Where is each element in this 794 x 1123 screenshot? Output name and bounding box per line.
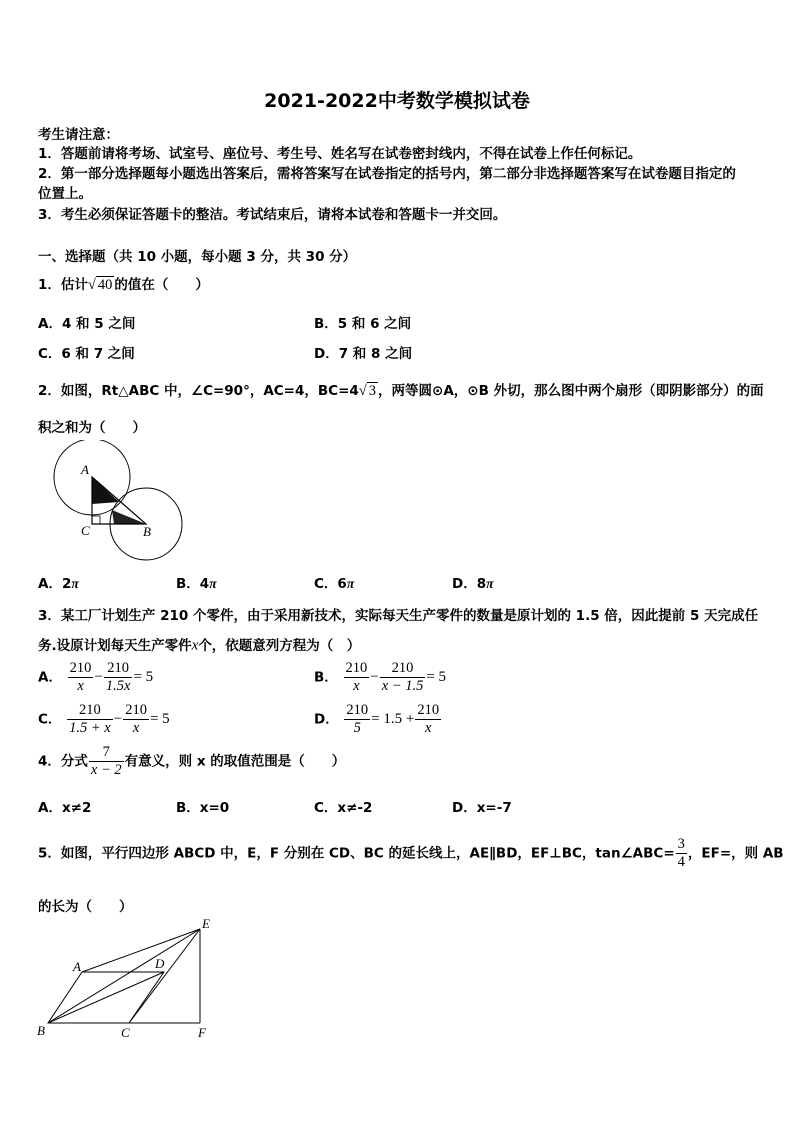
numerator: 210 [69, 660, 92, 676]
q1-option-b: B．5 和 6 之间 [314, 316, 412, 332]
q1-prefix: 1．估计 [38, 277, 88, 293]
option-label: A． [38, 669, 62, 686]
q2-option-c-text: C．6 [314, 576, 347, 592]
q3-line1: 3．某工厂计划生产 210 个零件，由于采用新技术，实际每天生产零件的数量是原计划的 1.5 倍，因此提前 5 天完成任 [38, 608, 759, 624]
q1-option-a: A．4 和 5 之间 [38, 316, 136, 332]
q5-prefix: 5．如图，平行四边形 ABCD 中，E，F 分别在 CD、BC 的延长线上，AE∥BD，EF⊥BC，tan∠ABC= [38, 845, 675, 862]
q2-option-a [38, 572, 79, 592]
equals-value: = 5 [133, 669, 154, 685]
fraction [68, 660, 94, 695]
q2-option-c [314, 572, 354, 592]
q5-suffix: ，EF=，则 AB [687, 845, 784, 862]
equals-value: = 5 [149, 711, 170, 727]
label-a: A [81, 462, 89, 477]
denominator: x [425, 720, 432, 736]
q3-variable: x [191, 637, 199, 654]
fraction [89, 744, 124, 779]
q3-option-a [38, 660, 153, 695]
label-b: B [143, 524, 151, 539]
q5-figure [32, 914, 222, 1044]
option-label: D． [314, 711, 339, 728]
equals-expression: = 1.5 + [371, 711, 415, 727]
notice-heading: 考生请注意： [38, 127, 119, 143]
fraction [123, 702, 149, 737]
fraction [380, 660, 426, 695]
fraction [676, 836, 687, 871]
q2-radicand: 3 [368, 383, 377, 399]
q3-line2 [38, 634, 360, 655]
question-1 [38, 273, 209, 294]
question-5 [38, 836, 784, 871]
denominator: x [353, 678, 360, 694]
option-label: C． [38, 711, 62, 728]
segment-be [48, 929, 200, 1023]
label-e: E [202, 916, 210, 931]
numerator: 210 [104, 660, 133, 678]
denominator: x [132, 720, 140, 736]
q1-suffix: 的值在（ ） [114, 277, 209, 293]
sqrt-expression: √ 3 [358, 383, 377, 399]
fraction [415, 702, 441, 737]
question-2 [38, 379, 764, 400]
minus-sign: − [94, 669, 103, 685]
denominator: 1.5x [105, 678, 131, 694]
q2-option-d-text: D．8 [452, 576, 487, 592]
numerator: 210 [346, 702, 369, 718]
denominator: x [77, 678, 84, 694]
page-title: 2021-2022中考数学模拟试卷 [264, 90, 530, 112]
notice-item-2: 2．第一部分选择题每小题选出答案后，需将答案写在试卷指定的括号内，第二部分非选择题答案写在试卷题目指定的 [38, 166, 736, 182]
label-d: D [155, 956, 165, 971]
label-c: C [121, 1025, 130, 1040]
q5-line2: 的长为（ ） [38, 899, 133, 915]
q2-line2: 积之和为（ ） [38, 420, 146, 436]
segment-ce [129, 929, 200, 1023]
fraction [67, 702, 113, 737]
numerator: 7 [89, 744, 124, 762]
q2-figure [44, 440, 189, 565]
denominator: 4 [677, 854, 685, 870]
q1-option-d: D．7 和 8 之间 [314, 346, 413, 362]
fraction [104, 660, 133, 695]
sqrt-expression: √ 40 [87, 277, 113, 293]
q2-option-b [176, 572, 217, 592]
numerator: 3 [677, 836, 685, 852]
numerator: 210 [345, 660, 368, 676]
numerator: 210 [67, 702, 113, 720]
minus-sign: − [113, 711, 123, 727]
right-angle-mark [92, 516, 100, 524]
q4-option-d: D．x=-7 [452, 800, 512, 816]
q3-option-b [314, 660, 446, 695]
q4-suffix: 有意义，则 x 的取值范围是（ ） [124, 753, 346, 770]
numerator: 210 [417, 702, 440, 718]
numerator: 210 [125, 702, 147, 718]
question-4 [38, 744, 345, 779]
option-label: B． [314, 669, 338, 686]
pi-symbol: π [486, 576, 494, 591]
q2-option-a-text: A．2 [38, 576, 72, 592]
label-f: F [198, 1025, 206, 1040]
q4-option-a: A．x≠2 [38, 800, 92, 816]
fraction [344, 702, 370, 737]
q2-option-b-text: B．4 [176, 576, 210, 592]
section-heading: 一、选择题（共 10 小题，每小题 3 分，共 30 分） [38, 249, 357, 265]
q2-option-d [452, 572, 493, 592]
fraction [344, 660, 370, 695]
q3-option-c [38, 702, 170, 737]
q2-line1-suffix: ，两等圆⊙A，⊙B 外切，那么图中两个扇形（即阴影部分）的面 [378, 383, 764, 399]
q2-line1-prefix: 2．如图，Rt△ABC 中，∠C=90°，AC=4，BC=4 [38, 383, 359, 399]
notice-item-3: 3．考生必须保证答题卡的整洁。考试结束后，请将本试卷和答题卡一并交回。 [38, 207, 507, 223]
denominator: x − 1.5 [381, 678, 424, 694]
q4-prefix: 4．分式 [38, 753, 88, 770]
notice-item-1: 1．答题前请将考场、试室号、座位号、考生号、姓名写在试卷密封线内，不得在试卷上作任何标记。 [38, 146, 642, 162]
shaded-sector-b [112, 510, 146, 524]
q1-radicand: 40 [97, 277, 113, 293]
pi-symbol: π [346, 576, 355, 591]
denominator: 5 [353, 720, 361, 736]
notice-item-2-cont: 位置上。 [38, 186, 92, 202]
minus-sign: − [370, 669, 379, 685]
numerator: 210 [380, 660, 426, 678]
denominator: x − 2 [90, 762, 122, 778]
q3-line2-prefix: 务.设原计划每天生产零件 [38, 638, 192, 654]
label-a: A [73, 959, 81, 974]
denominator: 1.5 + x [69, 720, 111, 736]
q3-line2-suffix: 个，依题意列方程为（ ） [198, 638, 361, 654]
equals-value: = 5 [426, 669, 447, 685]
label-c: C [81, 523, 90, 538]
q3-option-d [314, 702, 442, 737]
pi-symbol: π [71, 576, 79, 591]
label-b: B [37, 1023, 45, 1038]
q4-option-c: C．x≠-2 [314, 800, 373, 816]
q1-option-c: C．6 和 7 之间 [38, 346, 135, 362]
q4-option-b: B．x=0 [176, 800, 230, 816]
pi-symbol: π [209, 576, 217, 591]
